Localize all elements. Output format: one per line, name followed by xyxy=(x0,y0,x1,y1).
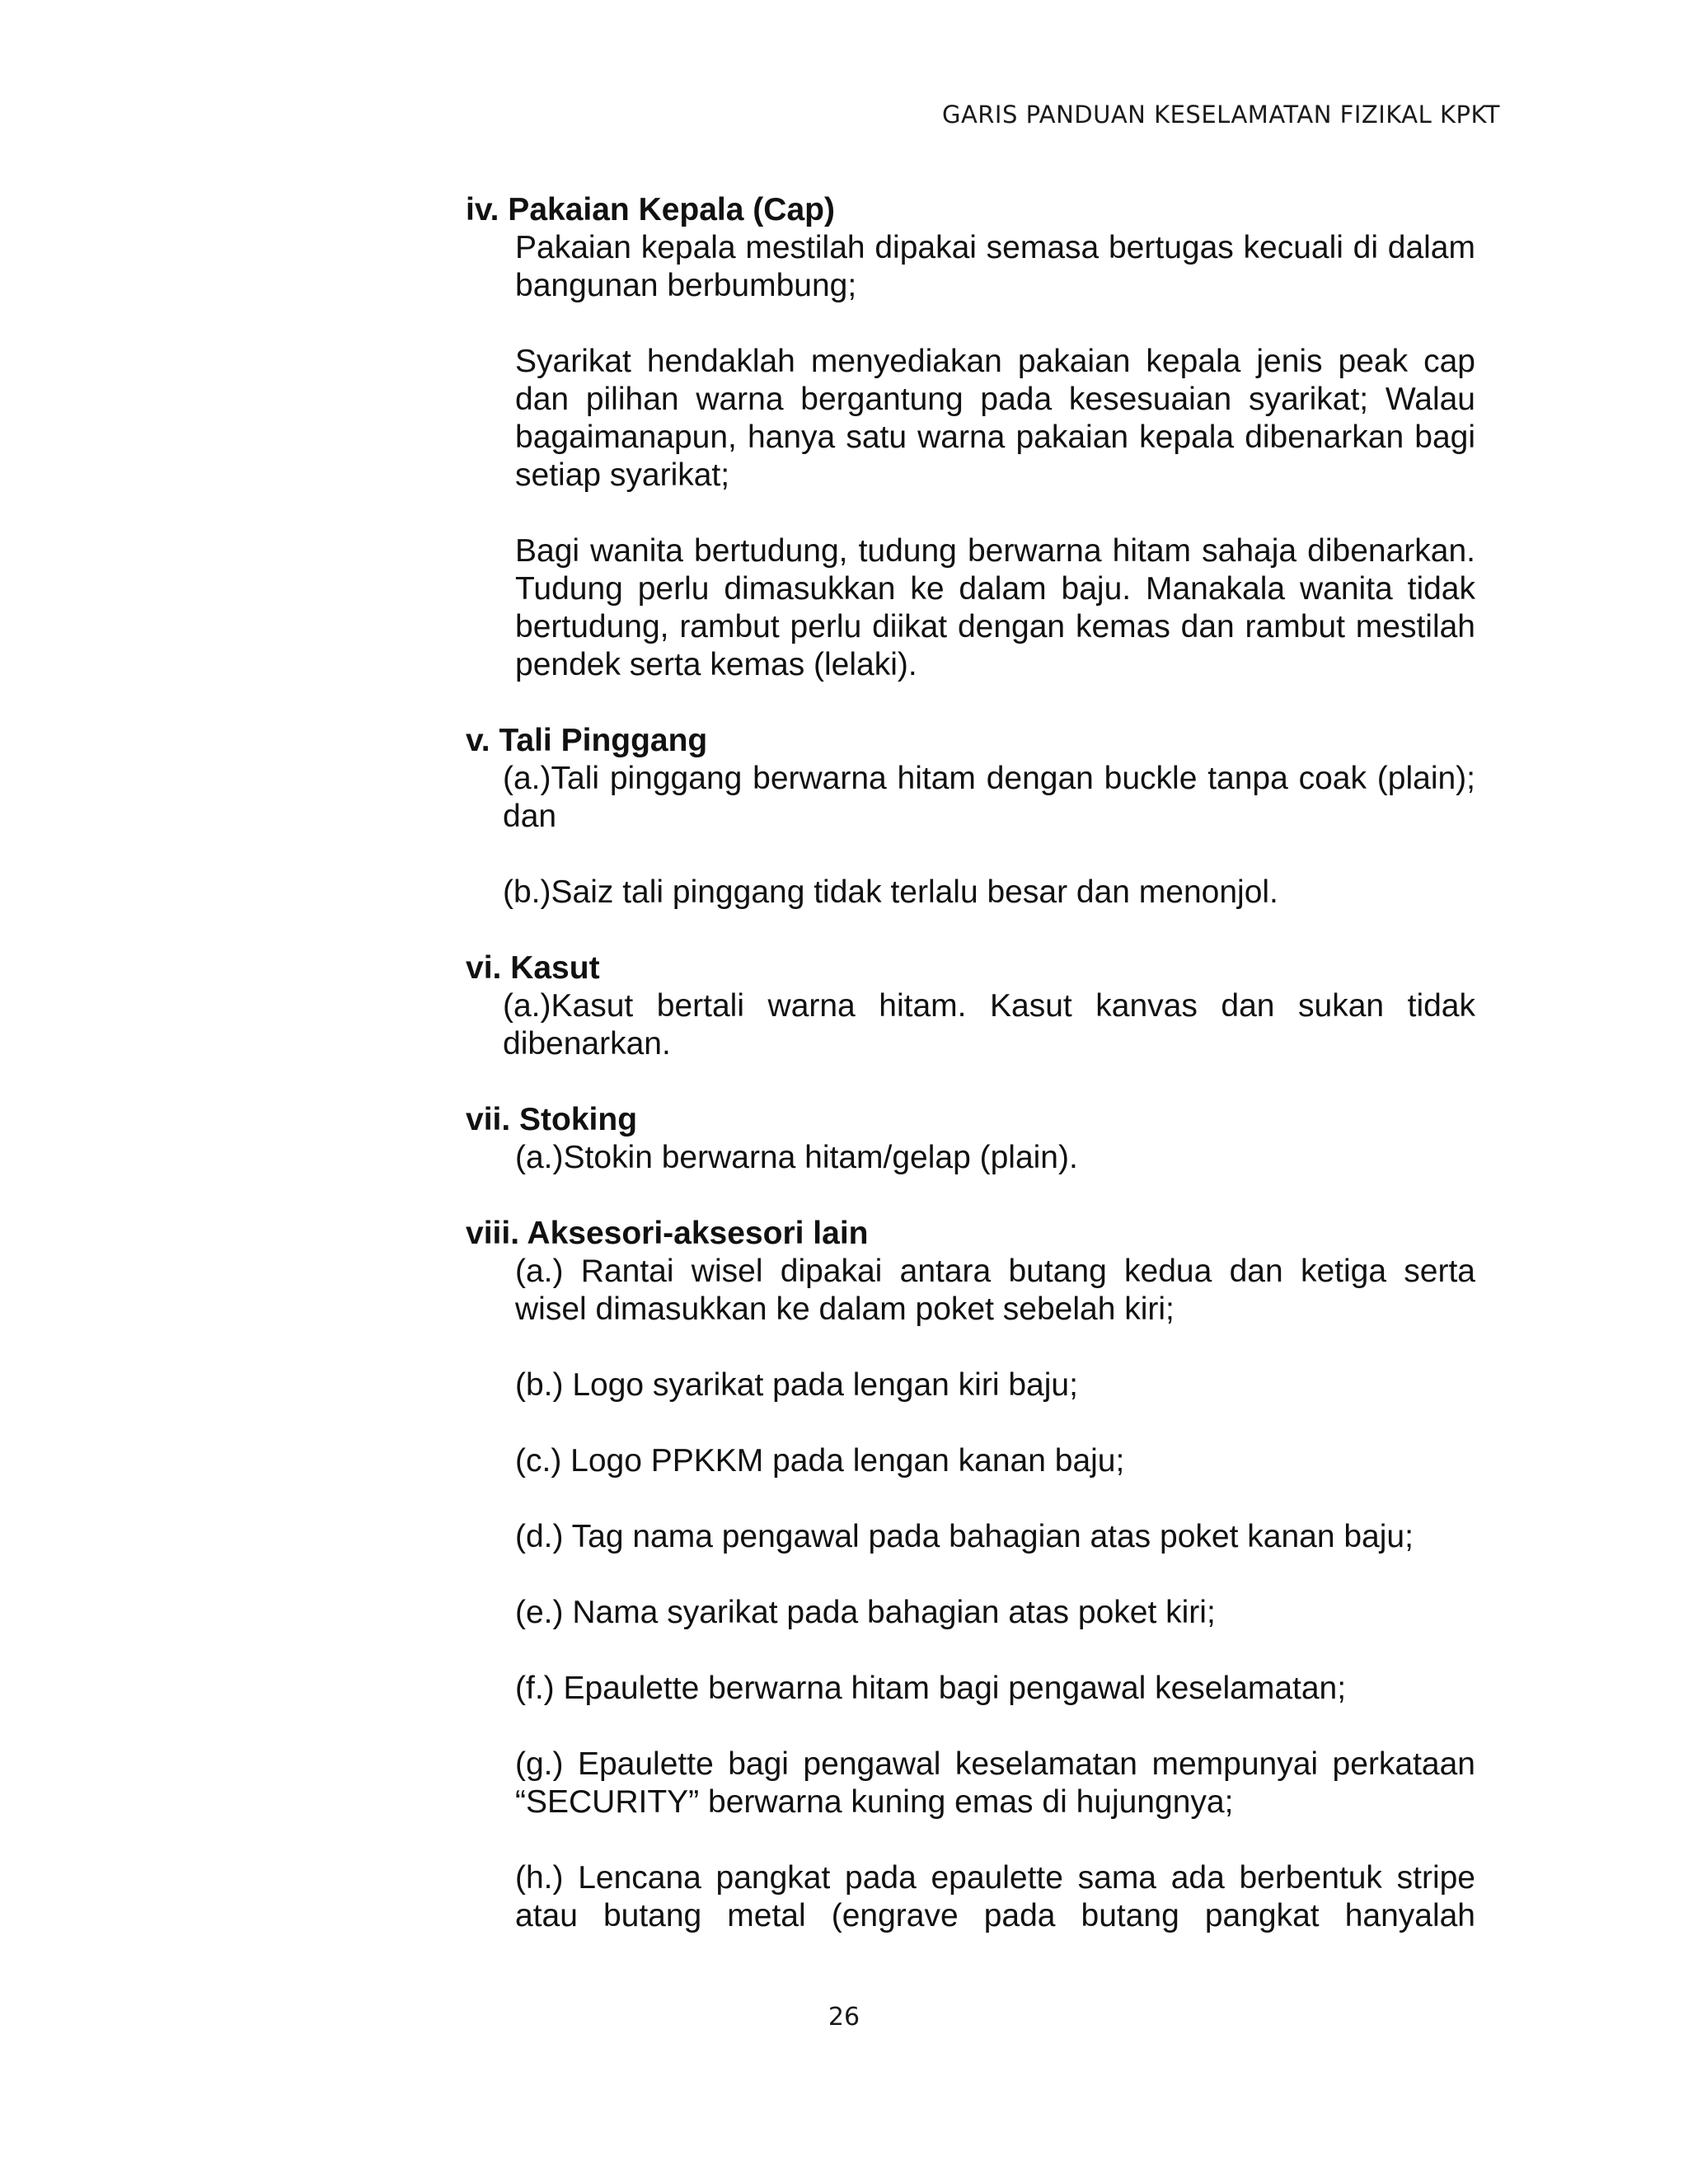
section-tali-pinggang xyxy=(466,722,1475,912)
section-pakaian-kepala xyxy=(466,191,1475,684)
paragraph: Bagi wanita bertudung, tudung berwarna hitam sahaja dibenarkan. Tudung perlu dimasukkan ke dalam baju. Manakala wanita tidak bertudung, rambut perlu diikat dengan kemas dan rambut mestilah pendek serta kemas (lelaki). xyxy=(515,533,1475,682)
list-item: (f.) Epaulette berwarna hitam bagi pengawal keselamatan; xyxy=(515,1671,1347,1706)
list-item: (e.) Nama syarikat pada bahagian atas poket kiri; xyxy=(515,1595,1216,1630)
list-item: (b.) Logo syarikat pada lengan kiri baju; xyxy=(515,1367,1078,1403)
list-item: (b.)Saiz tali pinggang tidak terlalu besar dan menonjol. xyxy=(503,874,1278,910)
paragraph: Pakaian kepala mestilah dipakai semasa bertugas kecuali di dalam bangunan berbumbung; xyxy=(515,230,1475,303)
section-heading: viii. Aksesori-aksesori lain xyxy=(466,1216,869,1251)
list-item: (a.) Rantai wisel dipakai antara butang kedua dan ketiga serta wisel dimasukkan ke dalam poket sebelah kiri; xyxy=(515,1254,1475,1327)
section-heading: iv. Pakaian Kepala (Cap) xyxy=(466,192,835,227)
list-item: (a.)Tali pinggang berwarna hitam dengan buckle tanpa coak (plain); dan xyxy=(503,761,1475,834)
section-aksesori xyxy=(466,1215,1475,1935)
section-kasut xyxy=(466,949,1475,1063)
section-heading: vi. Kasut xyxy=(466,950,600,986)
document-title-header: GARIS PANDUAN KESELAMATAN FIZIKAL KPKT xyxy=(941,101,1500,129)
section-heading: vii. Stoking xyxy=(466,1102,638,1137)
list-item: (d.) Tag nama pengawal pada bahagian atas poket kanan baju; xyxy=(515,1519,1414,1554)
list-item: (c.) Logo PPKKM pada lengan kanan baju; xyxy=(515,1443,1125,1479)
paragraph: Syarikat hendaklah menyediakan pakaian kepala jenis peak cap dan pilihan warna bergantung pada kesesuaian syarikat; Walau bagaimanapun, hanya satu warna pakaian kepala dibenarkan bagi setiap syarikat; xyxy=(515,344,1475,493)
page-content xyxy=(466,191,1475,1973)
section-stoking xyxy=(466,1101,1475,1177)
list-item: (h.) Lencana pangkat pada epaulette sama ada berbentuk stripe atau butang metal (engrave pada butang pangkat hanyalah xyxy=(515,1860,1475,1933)
section-heading: v. Tali Pinggang xyxy=(466,723,708,758)
list-item: (a.)Stokin berwarna hitam/gelap (plain). xyxy=(515,1140,1078,1175)
list-item: (a.)Kasut bertali warna hitam. Kasut kanvas dan sukan tidak dibenarkan. xyxy=(503,988,1475,1062)
page-number: 26 xyxy=(828,2003,860,2032)
list-item: (g.) Epaulette bagi pengawal keselamatan mempunyai perkataan “SECURITY” berwarna kuning emas di hujungnya; xyxy=(515,1746,1475,1820)
